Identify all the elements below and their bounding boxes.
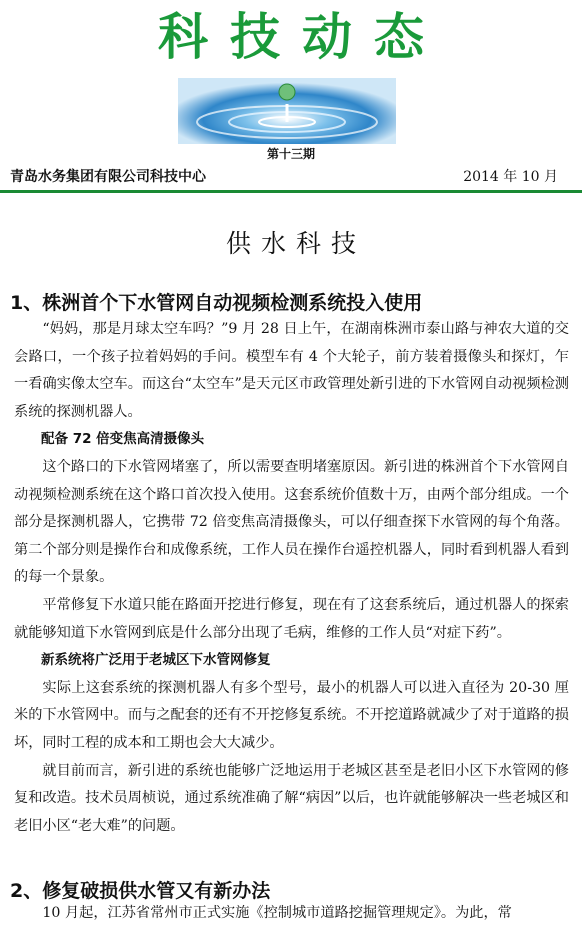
article-1-subheading: 新系统将广泛用于老城区下水管网修复 xyxy=(41,652,271,669)
article-1-body xyxy=(14,316,569,840)
masthead-title: 科技动态 xyxy=(158,8,446,66)
article-1-paragraph: 这个路口的下水管网堵塞了，所以需要查明堵塞原因。新引进的株洲首个下水管网自动视频检测系统在这个路口首次投入使用。这套系统价值数十万，由两个部分组成。一个部分是探测机器人，它携带 72 倍变焦高清摄像头，可以仔细查探下水管网的每个角落。第二个部分则是操作台和成像系统，工作人员在操作台遥控机器人，同时看到机器人看到的每一个景象。 xyxy=(14,458,569,586)
section-title: 供水科技 xyxy=(225,229,366,258)
article-1-paragraph: 平常修复下水道只能在路面开挖进行修复，现在有了这套系统后，通过机器人的探索就能够知道下水管网到底是什么部分出现了毛病，维修的工作人员“对症下药”。 xyxy=(14,596,569,641)
header-divider xyxy=(0,190,582,193)
water-drop-logo xyxy=(178,78,396,144)
article-2-paragraph: 10 月起，江苏省常州市正式实施《控制城市道路挖掘管理规定》。为此，常 xyxy=(42,905,512,921)
article-2-heading: 2、修复破损供水管又有新办法 xyxy=(10,880,271,902)
issue-number: 第十三期 xyxy=(266,147,315,161)
article-1-heading: 1、株洲首个下水管网自动视频检测系统投入使用 xyxy=(10,292,423,314)
article-1-paragraph: 就目前而言，新引进的系统也能够广泛地运用于老城区甚至是老旧小区下水管网的修复和改造。技术员周桢说，通过系统准确了解“病因”以后，也许就能够解决一些老城区和老旧小区“老大难”的问题。 xyxy=(14,762,569,834)
organization-name: 青岛水务集团有限公司科技中心 xyxy=(10,169,206,185)
issue-date: 2014 年 10 月 xyxy=(463,169,558,185)
article-1-paragraph: “妈妈，那是月球太空车吗？”9 月 28 日上午，在湖南株洲市泰山路与神农大道的交会路口，一个孩子拉着妈妈的手问。模型车有 4 个大轮子，前方装着摄像头和探灯，乍一看确实像太空车。而这台“太空车”是天元区市政管理处新引进的下水管网自动视频检测系统的探测机器人。 xyxy=(14,321,569,420)
article-1-subheading: 配备 72 倍变焦高清摄像头 xyxy=(41,431,205,448)
article-2-body xyxy=(14,900,569,928)
article-1-paragraph: 实际上这套系统的探测机器人有多个型号，最小的机器人可以进入直径为 20-30 厘米的下水管网中。而与之配套的还有不开挖修复系统。不开挖道路就减少了对于道路的损坏，同时工程的成本和工期也会大大减少。 xyxy=(14,679,569,751)
